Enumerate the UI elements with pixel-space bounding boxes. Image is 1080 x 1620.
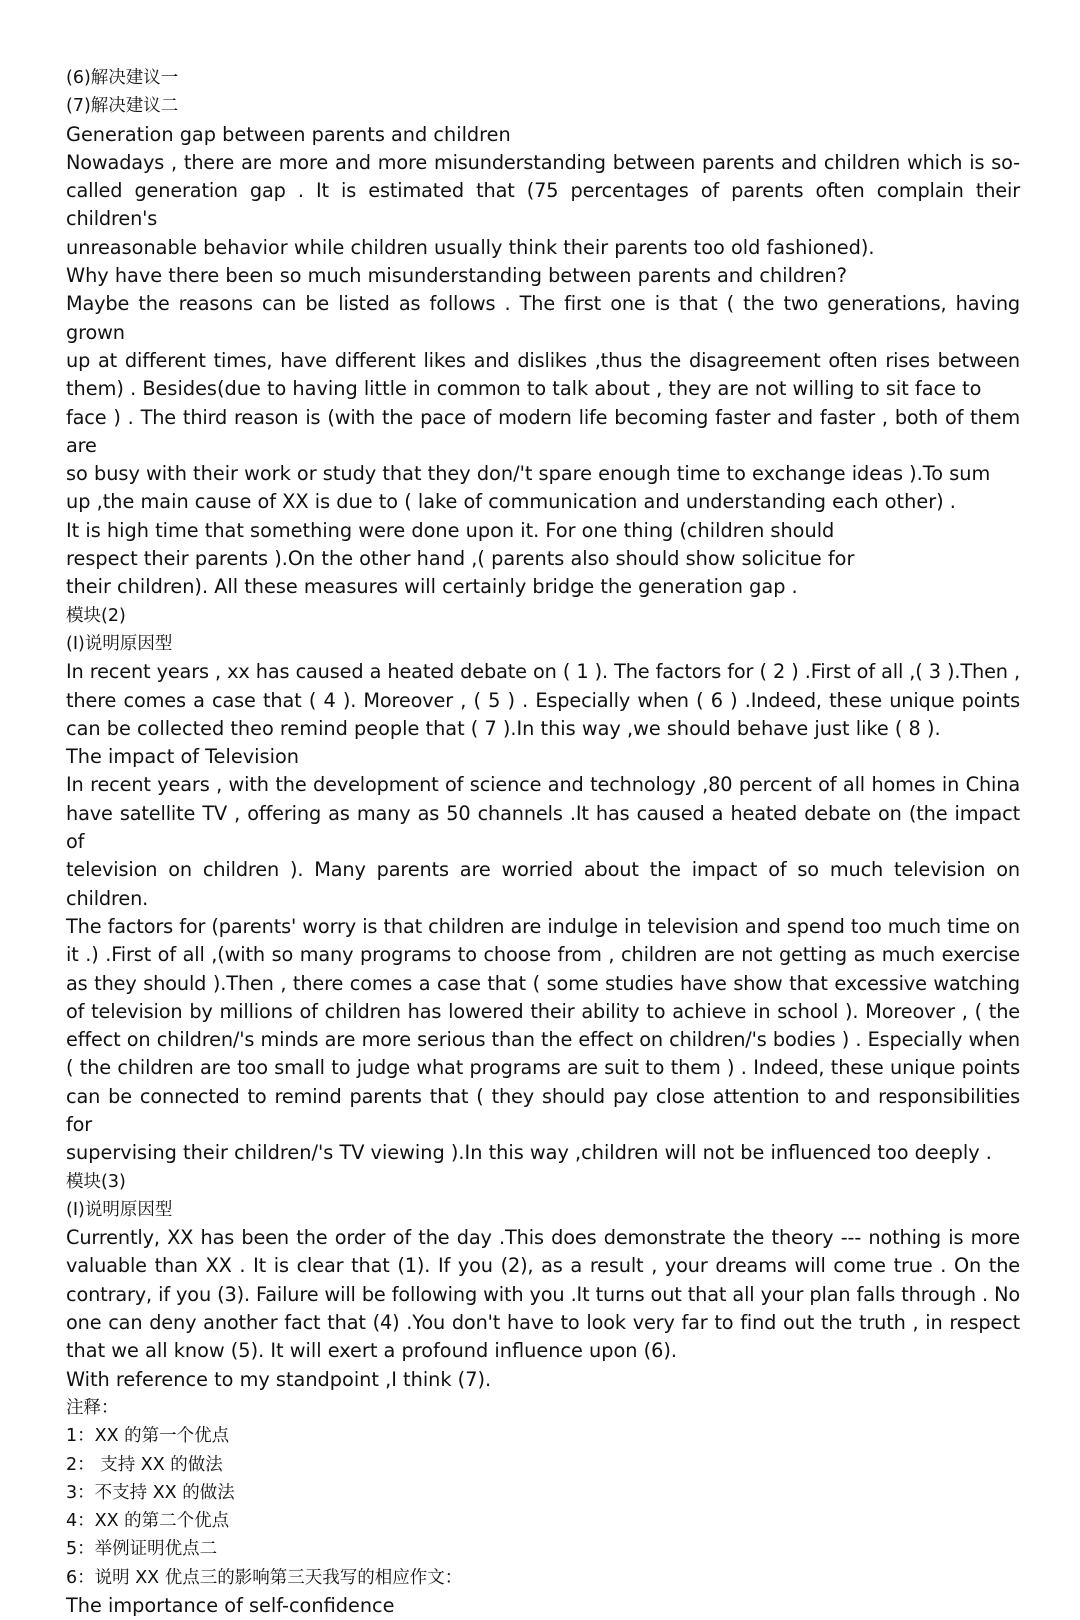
text-line: Maybe the reasons can be listed as follows . The first one is that ( the two generations, having grown: [66, 292, 1020, 344]
text-line: of television by millions of children has lowered their ability to achieve in school ). Moreover , ( the: [66, 999, 1020, 1023]
text-line: there comes a case that ( 4 ). Moreover , ( 5 ) . Especially when ( 6 ) .Indeed, these unique points: [66, 688, 1020, 712]
text-line: it .) .First of all ,(with so many programs to choose from , children are not getting as much exercise: [66, 943, 1020, 967]
text-line: effect on children/'s minds are more serious than the effect on children/'s bodies ) . Especially when: [66, 1028, 1020, 1052]
text-line: The importance of self-confidence: [66, 1594, 395, 1618]
text-line: face ) . The third reason is (with the pace of modern life becoming faster and faster , both of them are: [66, 405, 1020, 457]
text-line: In recent years , xx has caused a heated debate on ( 1 ). The factors for ( 2 ) .First of all ,( 3 ).Then ,: [66, 660, 1020, 684]
text-line: Generation gap between parents and children: [66, 122, 511, 146]
text-line: them) . Besides(due to having little in common to talk about , they are not willing to sit face to: [66, 377, 982, 401]
text-line: Why have there been so much misunderstanding between parents and children?: [66, 264, 847, 288]
text-line: 4：XX 的第二个优点: [66, 1511, 230, 1532]
text-line: up at different times, have different likes and dislikes ,thus the disagreement often rises between: [66, 348, 1020, 372]
text-line: With reference to my standpoint ,I think (7).: [66, 1367, 492, 1391]
text-line: as they should ).Then , there comes a case that ( some studies have show that excessive watching: [66, 971, 1020, 995]
text-line: In recent years , with the development of science and technology ,80 percent of all homes in China: [66, 773, 1020, 797]
text-line: supervising their children/'s TV viewing ).In this way ,children will not be influenced too deeply .: [66, 1141, 992, 1165]
text-line: that we all know (5). It will exert a profound influence upon (6).: [66, 1339, 678, 1363]
text-line: 5：举例证明优点二: [66, 1539, 218, 1560]
document-body: [66, 64, 1020, 1620]
text-line: have satellite TV , offering as many as 50 channels .It has caused a heated debate on (the impact of: [66, 801, 1020, 854]
text-line: The impact of Television: [66, 745, 299, 769]
text-line: up ,the main cause of XX is due to ( lake of communication and understanding each other) .: [66, 490, 956, 514]
text-line: so busy with their work or study that they don/'t spare enough time to exchange ideas ).To sum: [66, 462, 991, 486]
text-line: 3：不支持 XX 的做法: [66, 1482, 235, 1503]
text-line: their children). All these measures will certainly bridge the generation gap .: [66, 575, 798, 599]
text-line: (I)说明原因型: [66, 1199, 173, 1220]
text-line: 6：说明 XX 优点三的影响第三天我写的相应作文：: [66, 1567, 463, 1588]
text-line: 模块(3): [66, 1171, 126, 1192]
text-line: respect their parents ).On the other hand ,( parents also should show solicitue for: [66, 547, 855, 571]
text-line: It is high time that something were done upon it. For one thing (children should: [66, 518, 835, 542]
text-line: unreasonable behavior while children usually think their parents too old fashioned).: [66, 235, 875, 259]
text-line: television on children ). Many parents are worried about the impact of so much television on children.: [66, 858, 1020, 910]
text-line: called generation gap . It is estimated that (75 percentages of parents often complain their children's: [66, 179, 1020, 231]
text-line: 2： 支持 XX 的做法: [66, 1454, 223, 1475]
text-line: valuable than XX . It is clear that (1). If you (2), as a result , your dreams will come true . On the: [66, 1254, 1020, 1278]
text-line: can be connected to remind parents that ( they should pay close attention to and responsibilities for: [66, 1084, 1020, 1136]
text-line: one can deny another fact that (4) .You don't have to look very far to find out the truth , in respect: [66, 1311, 1020, 1335]
text-line: The factors for (parents' worry is that children are indulge in television and spend too much time on: [66, 914, 1020, 938]
text-line: can be collected theo remind people that ( 7 ).In this way ,we should behave just like ( 8 ).: [66, 716, 941, 740]
text-line: (7)解决建议二: [66, 96, 179, 117]
text-line: ( the children are too small to judge what programs are suit to them ) . Indeed, these unique points: [66, 1056, 1020, 1080]
text-line: contrary, if you (3). Failure will be following with you .It turns out that all your plan falls through . No: [66, 1282, 1020, 1306]
text-line: Nowadays , there are more and more misunderstanding between parents and children which is so-: [66, 150, 1020, 174]
text-line: (6)解决建议一: [66, 68, 179, 88]
text-line: Currently, XX has been the order of the day .This does demonstrate the theory --- nothing is more: [66, 1226, 1020, 1250]
text-line: (I)说明原因型: [66, 633, 173, 654]
text-line: 1：XX 的第一个优点: [66, 1426, 230, 1447]
text-line: 注释：: [66, 1397, 119, 1418]
text-line: 模块(2): [66, 605, 126, 626]
